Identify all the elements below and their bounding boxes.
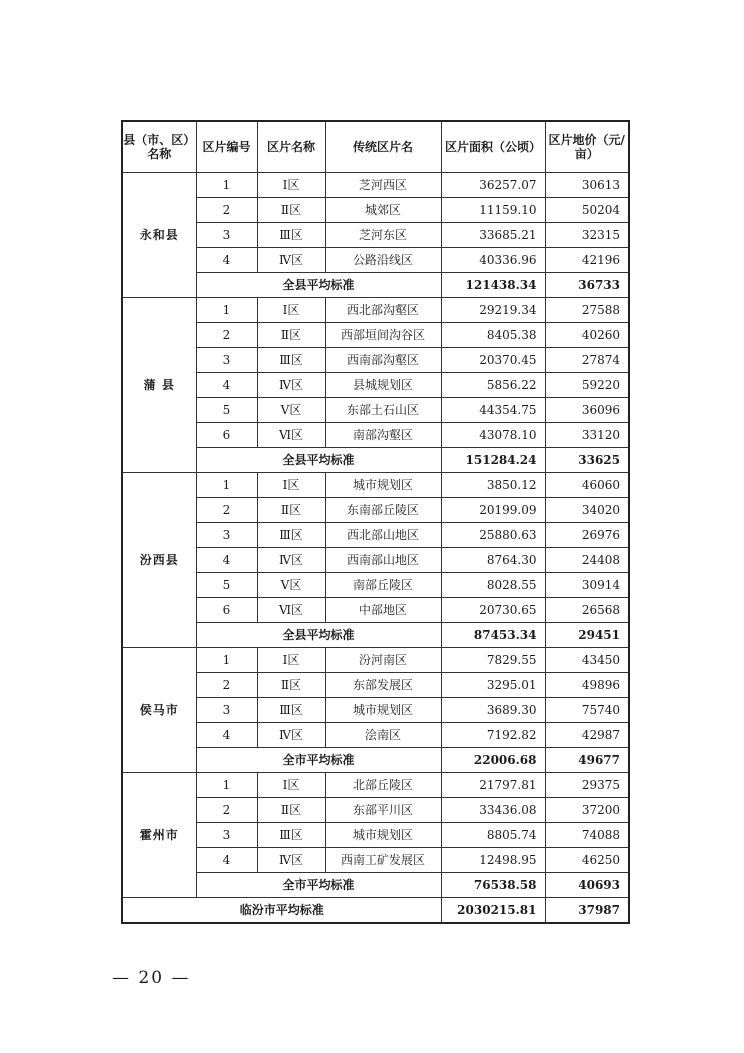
traditional-name: 东部平川区 — [325, 798, 441, 823]
average-area: 151284.24 — [441, 448, 545, 473]
average-row — [122, 873, 629, 898]
zone-number: 5 — [196, 573, 257, 598]
zone-number: 1 — [196, 773, 257, 798]
traditional-name: 西部垣间沟谷区 — [325, 323, 441, 348]
zone-area: 29219.34 — [441, 298, 545, 323]
zone-label: Ⅲ区 — [257, 698, 325, 723]
zone-area: 3295.01 — [441, 673, 545, 698]
average-row — [122, 273, 629, 298]
traditional-name: 芝河东区 — [325, 223, 441, 248]
table-row — [122, 573, 629, 598]
zone-label: Ⅱ区 — [257, 798, 325, 823]
zone-number: 2 — [196, 498, 257, 523]
average-label: 全市平均标准 — [196, 748, 441, 773]
zone-label: Ⅵ区 — [257, 423, 325, 448]
grand-average-area: 2030215.81 — [441, 898, 545, 924]
zone-area: 8805.74 — [441, 823, 545, 848]
table-row — [122, 323, 629, 348]
zone-number: 1 — [196, 298, 257, 323]
header-traditional-name: 传统区片名 — [325, 121, 441, 173]
traditional-name: 汾河南区 — [325, 648, 441, 673]
header-zone-number: 区片编号 — [196, 121, 257, 173]
zone-price: 46250 — [545, 848, 629, 873]
zone-label: Ⅳ区 — [257, 723, 325, 748]
zone-price: 27588 — [545, 298, 629, 323]
zone-area: 8405.38 — [441, 323, 545, 348]
zone-label: Ⅰ区 — [257, 173, 325, 198]
traditional-name: 浍南区 — [325, 723, 441, 748]
zone-price: 49896 — [545, 673, 629, 698]
table-row — [122, 523, 629, 548]
traditional-name: 北部丘陵区 — [325, 773, 441, 798]
traditional-name: 西北部山地区 — [325, 523, 441, 548]
zone-number: 1 — [196, 648, 257, 673]
zone-number: 2 — [196, 673, 257, 698]
table-row — [122, 198, 629, 223]
zone-area: 40336.96 — [441, 248, 545, 273]
zone-area: 20199.09 — [441, 498, 545, 523]
county-name: 永和县 — [122, 173, 196, 298]
zone-number: 4 — [196, 723, 257, 748]
average-price: 40693 — [545, 873, 629, 898]
traditional-name: 东部发展区 — [325, 673, 441, 698]
zone-number: 6 — [196, 423, 257, 448]
zone-label: Ⅲ区 — [257, 348, 325, 373]
zone-number: 3 — [196, 523, 257, 548]
table-row — [122, 223, 629, 248]
zone-price: 42987 — [545, 723, 629, 748]
traditional-name: 城市规划区 — [325, 473, 441, 498]
zone-price: 34020 — [545, 498, 629, 523]
traditional-name: 西北部沟壑区 — [325, 298, 441, 323]
zone-number: 3 — [196, 698, 257, 723]
table-row — [122, 373, 629, 398]
zone-number: 3 — [196, 823, 257, 848]
table-row — [122, 423, 629, 448]
table-row — [122, 673, 629, 698]
zone-price: 42196 — [545, 248, 629, 273]
zone-price: 74088 — [545, 823, 629, 848]
traditional-name: 东部土石山区 — [325, 398, 441, 423]
grand-average-label: 临汾市平均标准 — [122, 898, 441, 924]
county-name: 汾西县 — [122, 473, 196, 648]
zone-label: Ⅳ区 — [257, 248, 325, 273]
zone-number: 1 — [196, 473, 257, 498]
traditional-name: 芝河西区 — [325, 173, 441, 198]
zone-number: 5 — [196, 398, 257, 423]
header-county: 县（市、区）名称 — [122, 121, 196, 173]
zone-label: Ⅱ区 — [257, 498, 325, 523]
zone-price: 75740 — [545, 698, 629, 723]
traditional-name: 城市规划区 — [325, 698, 441, 723]
average-area: 87453.34 — [441, 623, 545, 648]
average-price: 49677 — [545, 748, 629, 773]
traditional-name: 西南工矿发展区 — [325, 848, 441, 873]
zone-number: 2 — [196, 323, 257, 348]
traditional-name: 县城规划区 — [325, 373, 441, 398]
average-row — [122, 748, 629, 773]
zone-number: 1 — [196, 173, 257, 198]
land-price-table — [121, 120, 630, 924]
zone-area: 44354.75 — [441, 398, 545, 423]
zone-label: Ⅳ区 — [257, 373, 325, 398]
average-price: 33625 — [545, 448, 629, 473]
zone-label: Ⅰ区 — [257, 773, 325, 798]
zone-number: 6 — [196, 598, 257, 623]
zone-price: 59220 — [545, 373, 629, 398]
table-row — [122, 698, 629, 723]
table-row — [122, 723, 629, 748]
table-row — [122, 473, 629, 498]
zone-number: 2 — [196, 798, 257, 823]
table-row — [122, 773, 629, 798]
table-row — [122, 848, 629, 873]
average-label: 全市平均标准 — [196, 873, 441, 898]
zone-label: Ⅲ区 — [257, 823, 325, 848]
average-row — [122, 448, 629, 473]
traditional-name: 东南部丘陵区 — [325, 498, 441, 523]
table-row — [122, 798, 629, 823]
average-area: 121438.34 — [441, 273, 545, 298]
zone-label: Ⅱ区 — [257, 323, 325, 348]
zone-area: 8028.55 — [441, 573, 545, 598]
zone-number: 4 — [196, 548, 257, 573]
zone-area: 5856.22 — [441, 373, 545, 398]
zone-price: 36096 — [545, 398, 629, 423]
zone-label: Ⅱ区 — [257, 198, 325, 223]
average-price: 29451 — [545, 623, 629, 648]
zone-area: 3689.30 — [441, 698, 545, 723]
zone-label: Ⅴ区 — [257, 573, 325, 598]
zone-price: 46060 — [545, 473, 629, 498]
zone-label: Ⅲ区 — [257, 523, 325, 548]
zone-area: 12498.95 — [441, 848, 545, 873]
zone-number: 2 — [196, 198, 257, 223]
zone-label: Ⅳ区 — [257, 848, 325, 873]
zone-area: 33685.21 — [441, 223, 545, 248]
average-price: 36733 — [545, 273, 629, 298]
header-zone-name: 区片名称 — [257, 121, 325, 173]
zone-number: 3 — [196, 348, 257, 373]
zone-number: 4 — [196, 373, 257, 398]
zone-number: 4 — [196, 248, 257, 273]
traditional-name: 西南部沟壑区 — [325, 348, 441, 373]
grand-average-price: 37987 — [545, 898, 629, 924]
zone-label: Ⅴ区 — [257, 398, 325, 423]
table-row — [122, 298, 629, 323]
zone-area: 3850.12 — [441, 473, 545, 498]
zone-price: 50204 — [545, 198, 629, 223]
zone-label: Ⅰ区 — [257, 298, 325, 323]
zone-price: 37200 — [545, 798, 629, 823]
zone-area: 8764.30 — [441, 548, 545, 573]
zone-price: 32315 — [545, 223, 629, 248]
header-area: 区片面积（公顷） — [441, 121, 545, 173]
average-label: 全县平均标准 — [196, 623, 441, 648]
zone-area: 20370.45 — [441, 348, 545, 373]
table-row — [122, 348, 629, 373]
zone-label: Ⅳ区 — [257, 548, 325, 573]
traditional-name: 公路沿线区 — [325, 248, 441, 273]
zone-price: 26976 — [545, 523, 629, 548]
average-row — [122, 623, 629, 648]
county-name: 霍州市 — [122, 773, 196, 898]
zone-price: 27874 — [545, 348, 629, 373]
zone-price: 29375 — [545, 773, 629, 798]
county-name: 侯马市 — [122, 648, 196, 773]
zone-area: 21797.81 — [441, 773, 545, 798]
zone-label: Ⅰ区 — [257, 473, 325, 498]
zone-price: 43450 — [545, 648, 629, 673]
table-row — [122, 548, 629, 573]
zone-price: 26568 — [545, 598, 629, 623]
zone-price: 24408 — [545, 548, 629, 573]
table-header-row — [122, 121, 629, 173]
zone-label: Ⅱ区 — [257, 673, 325, 698]
header-price: 区片地价（元/亩） — [545, 121, 629, 173]
average-label: 全县平均标准 — [196, 448, 441, 473]
traditional-name: 南部丘陵区 — [325, 573, 441, 598]
zone-area: 33436.08 — [441, 798, 545, 823]
average-label: 全县平均标准 — [196, 273, 441, 298]
zone-area: 7192.82 — [441, 723, 545, 748]
zone-label: Ⅲ区 — [257, 223, 325, 248]
zone-area: 36257.07 — [441, 173, 545, 198]
average-area: 76538.58 — [441, 873, 545, 898]
traditional-name: 城市规划区 — [325, 823, 441, 848]
county-name: 蒲 县 — [122, 298, 196, 473]
zone-area: 20730.65 — [441, 598, 545, 623]
table-row — [122, 248, 629, 273]
zone-number: 3 — [196, 223, 257, 248]
table-row — [122, 398, 629, 423]
zone-area: 7829.55 — [441, 648, 545, 673]
traditional-name: 城郊区 — [325, 198, 441, 223]
traditional-name: 中部地区 — [325, 598, 441, 623]
zone-price: 30613 — [545, 173, 629, 198]
zone-area: 11159.10 — [441, 198, 545, 223]
zone-number: 4 — [196, 848, 257, 873]
zone-area: 43078.10 — [441, 423, 545, 448]
traditional-name: 西南部山地区 — [325, 548, 441, 573]
zone-label: Ⅰ区 — [257, 648, 325, 673]
grand-average-row — [122, 898, 629, 924]
zone-area: 25880.63 — [441, 523, 545, 548]
zone-price: 33120 — [545, 423, 629, 448]
page-number: — 20 — — [112, 968, 191, 988]
table-row — [122, 823, 629, 848]
table-row — [122, 648, 629, 673]
traditional-name: 南部沟壑区 — [325, 423, 441, 448]
zone-label: Ⅵ区 — [257, 598, 325, 623]
zone-price: 40260 — [545, 323, 629, 348]
table-row — [122, 598, 629, 623]
table-row — [122, 498, 629, 523]
zone-price: 30914 — [545, 573, 629, 598]
average-area: 22006.68 — [441, 748, 545, 773]
table-row — [122, 173, 629, 198]
